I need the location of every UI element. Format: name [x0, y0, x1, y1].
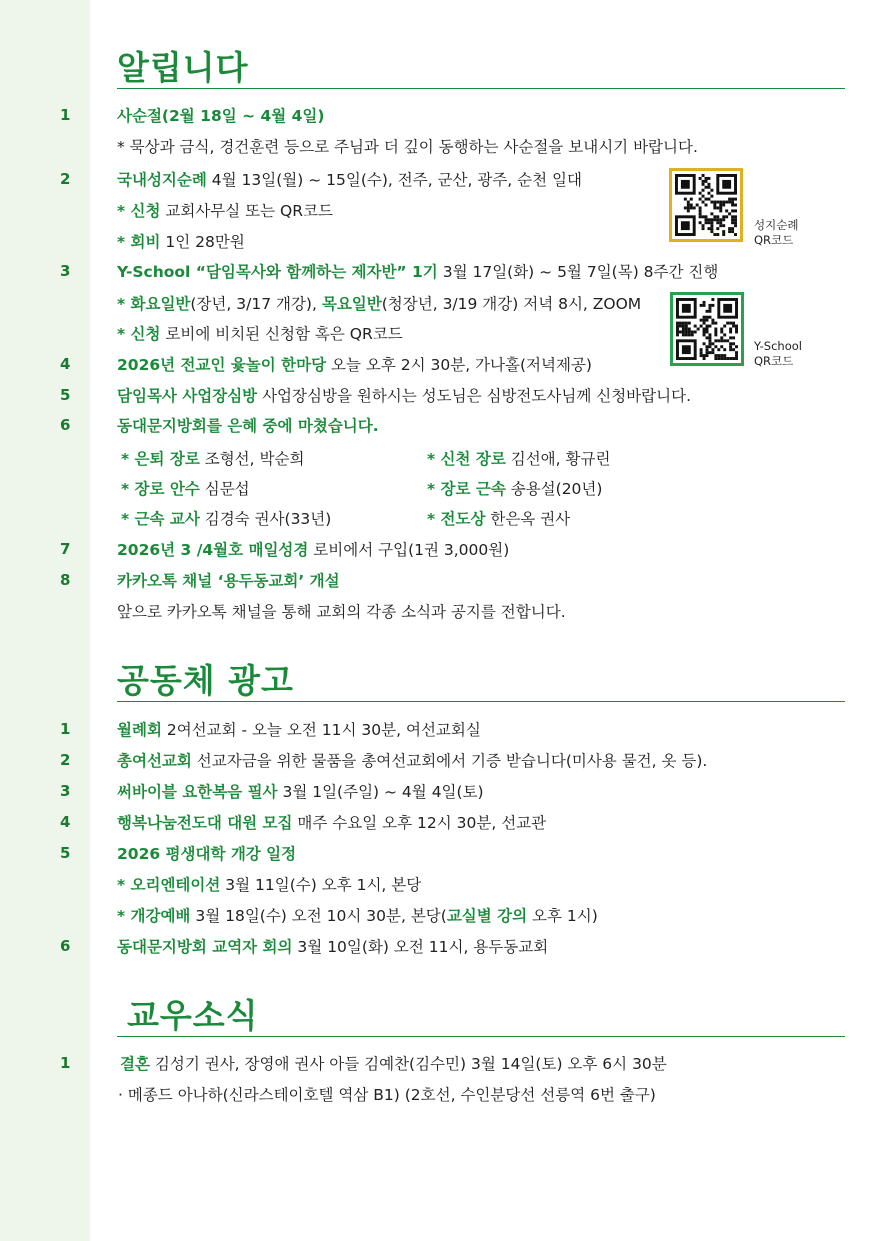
community-5-opening: [117, 904, 598, 926]
notice-4-number: 4: [60, 355, 71, 373]
community-1-text: 2여선교회 - 오늘 오전 11시 30분, 여선교회실: [161, 721, 481, 739]
notice-3-number: 3: [60, 262, 71, 280]
notice-4-head: 2026년 전교인 윷놀이 한마당: [117, 356, 327, 374]
wedding-label: 결혼: [120, 1055, 150, 1073]
qr-caption-line2: QR코드: [754, 233, 794, 247]
community-3-number: 3: [60, 782, 71, 800]
community-3-head: 써바이블 요한복음 필사: [117, 783, 278, 801]
award-names: 한은옥 권사: [485, 510, 571, 528]
notice-3-classes: [117, 292, 641, 314]
members-1-number: 1: [60, 1054, 71, 1072]
community-1-number: 1: [60, 720, 71, 738]
award-elder-service: [427, 477, 602, 499]
notice-8-detail: 앞으로 카카오톡 채널을 통해 교회의 각종 소식과 공지를 전합니다.: [117, 603, 566, 621]
notice-1-head: 사순절(2월 18일 ~ 4월 4일): [117, 107, 325, 125]
notices-title: 알립니다: [117, 48, 249, 87]
orientation-label: * 오리엔테이션: [117, 876, 221, 894]
community-2-number: 2: [60, 751, 71, 769]
notice-5: [117, 384, 691, 406]
opening-worship-label: * 개강예배: [117, 907, 191, 925]
notice-2-apply: [117, 199, 333, 221]
award-names: 조형선, 박순희: [199, 450, 305, 468]
qr-caption-line1: 성지순례: [754, 218, 799, 232]
yschool-qr-caption: [754, 339, 802, 369]
notice-2-number: 2: [60, 170, 71, 188]
class-lecture-text: 오후 1시): [527, 907, 598, 925]
notice-7-text: 로비에서 구입(1권 3,000원): [308, 541, 510, 559]
community-6: [117, 935, 548, 957]
notice-2: [117, 168, 582, 190]
award-elder-ordination: [121, 477, 250, 499]
notice-3-text: 3월 17일(화) ~ 5월 7일(목) 8주간 진행: [437, 263, 719, 281]
notice-1-detail: * 묵상과 금식, 경건훈련 등으로 주님과 더 깊이 동행하는 사순절을 보내시기 바랍니다.: [117, 138, 698, 156]
qr-caption-line2: QR코드: [754, 354, 794, 368]
notice-2-text: 4월 13일(월) ~ 15일(수), 전주, 군산, 광주, 순천 일대: [206, 171, 582, 189]
community-4-number: 4: [60, 813, 71, 831]
award-label: * 신천 장로: [427, 450, 506, 468]
notice-3-apply-text: 로비에 비치된 신청함 혹은 QR코드: [160, 325, 403, 343]
notice-4-text: 오늘 오후 2시 30분, 가나홀(저녁제공): [326, 356, 592, 374]
notice-3-apply: [117, 322, 403, 344]
notice-1: [117, 104, 324, 126]
notices-rule: [117, 88, 845, 89]
tuesday-class-label: * 화요일반: [117, 295, 191, 313]
award-names: 심문섭: [199, 480, 250, 498]
qr-code-pattern: [675, 174, 737, 236]
notice-2-head: 국내성지순례: [117, 171, 207, 189]
thursday-class-label: 목요일반: [321, 295, 382, 313]
notice-7-head: 2026년 3 /4월호 매일성경: [117, 541, 309, 559]
members-title: 교우소식: [127, 996, 259, 1035]
community-title: 공동체 광고: [117, 661, 294, 700]
award-label: * 장로 안수: [121, 480, 200, 498]
notice-2-fee-text: 1인 28만원: [160, 233, 245, 251]
notice-8: [117, 569, 340, 591]
community-3: [117, 780, 484, 802]
award-label: * 은퇴 장로: [121, 450, 200, 468]
notice-3: [117, 260, 718, 282]
members-1: [120, 1052, 667, 1074]
community-6-head: 동대문지방회 교역자 회의: [117, 938, 293, 956]
notice-8-number: 8: [60, 571, 71, 589]
notice-2-fee-head: * 회비: [117, 233, 161, 251]
award-label: * 전도상: [427, 510, 486, 528]
award-names: 송용설(20년): [505, 480, 603, 498]
qr-code-pattern: [676, 298, 738, 360]
opening-worship-text: 3월 18일(수) 오전 10시 30분, 본당(: [190, 907, 447, 925]
notice-2-apply-head: * 신청: [117, 202, 161, 220]
community-5-number: 5: [60, 844, 71, 862]
community-6-number: 6: [60, 937, 71, 955]
community-5-head: 2026 평생대학 개강 일정: [117, 845, 297, 863]
notice-2-apply-text: 교회사무실 또는 QR코드: [160, 202, 333, 220]
yschool-qr-code[interactable]: [670, 292, 744, 366]
pilgrimage-qr-caption: [754, 218, 798, 248]
members-1-venue: · 메종드 아나하(신라스테이호텔 역삼 B1) (2호선, 수인분당선 선릉역 6번 출구): [118, 1086, 656, 1104]
award-names: 김선애, 황규린: [505, 450, 611, 468]
notice-3-head: Y-School “담임목사와 함께하는 제자반” 1기: [117, 263, 438, 281]
notice-4: [117, 353, 592, 375]
wedding-text: 김성기 권사, 장영애 권사 아들 김예찬(김수민) 3월 14일(토) 오후 6시 30분: [149, 1055, 667, 1073]
community-4-head: 행복나눔전도대 대원 모집: [117, 814, 293, 832]
notice-5-text: 사업장심방을 원하시는 성도님은 심방전도사님께 신청바랍니다.: [257, 387, 691, 405]
notice-8-head: 카카오톡 채널 ‘용두동교회’ 개설: [117, 572, 340, 590]
thursday-class-text: (청장년, 3/19 개강) 저녁 8시, ZOOM: [381, 295, 642, 313]
community-1: [117, 718, 481, 740]
community-4: [117, 811, 546, 833]
award-retired-elder: [121, 447, 304, 469]
qr-caption-line1: Y-School: [754, 339, 802, 353]
community-5: [117, 842, 296, 864]
notice-5-head: 담임목사 사업장심방: [117, 387, 258, 405]
notice-3-apply-head: * 신청: [117, 325, 161, 343]
award-evangelism: [427, 507, 570, 529]
community-2-head: 총여선교회: [117, 752, 192, 770]
community-5-orientation: [117, 873, 421, 895]
notice-6-number: 6: [60, 416, 71, 434]
orientation-text: 3월 11일(수) 오후 1시, 본당: [220, 876, 422, 894]
award-new-elder: [427, 447, 610, 469]
community-3-text: 3월 1일(주일) ~ 4월 4일(토): [277, 783, 484, 801]
notice-6: [117, 414, 379, 436]
award-label: * 장로 근속: [427, 480, 506, 498]
community-rule: [117, 701, 845, 702]
notice-6-head: 동대문지방회를 은혜 중에 마쳤습니다.: [117, 417, 379, 435]
award-teacher-service: [121, 507, 331, 529]
community-2: [117, 749, 707, 771]
pilgrimage-qr-code[interactable]: [669, 168, 743, 242]
class-lecture-label: 교실별 강의: [446, 907, 528, 925]
notice-2-fee: [117, 230, 245, 252]
notice-7: [117, 538, 509, 560]
notice-5-number: 5: [60, 386, 71, 404]
tuesday-class-text: (장년, 3/17 개강),: [190, 295, 322, 313]
community-2-text: 선교자금을 위한 물품을 총여선교회에서 기증 받습니다(미사용 물건, 옷 등).: [191, 752, 708, 770]
community-1-head: 월례회: [117, 721, 162, 739]
notice-1-number: 1: [60, 106, 71, 124]
members-rule: [117, 1036, 845, 1037]
notice-7-number: 7: [60, 540, 71, 558]
award-label: * 근속 교사: [121, 510, 200, 528]
community-4-text: 매주 수요일 오후 12시 30분, 선교관: [292, 814, 547, 832]
award-names: 김경숙 권사(33년): [199, 510, 332, 528]
community-6-text: 3월 10일(화) 오전 11시, 용두동교회: [292, 938, 549, 956]
